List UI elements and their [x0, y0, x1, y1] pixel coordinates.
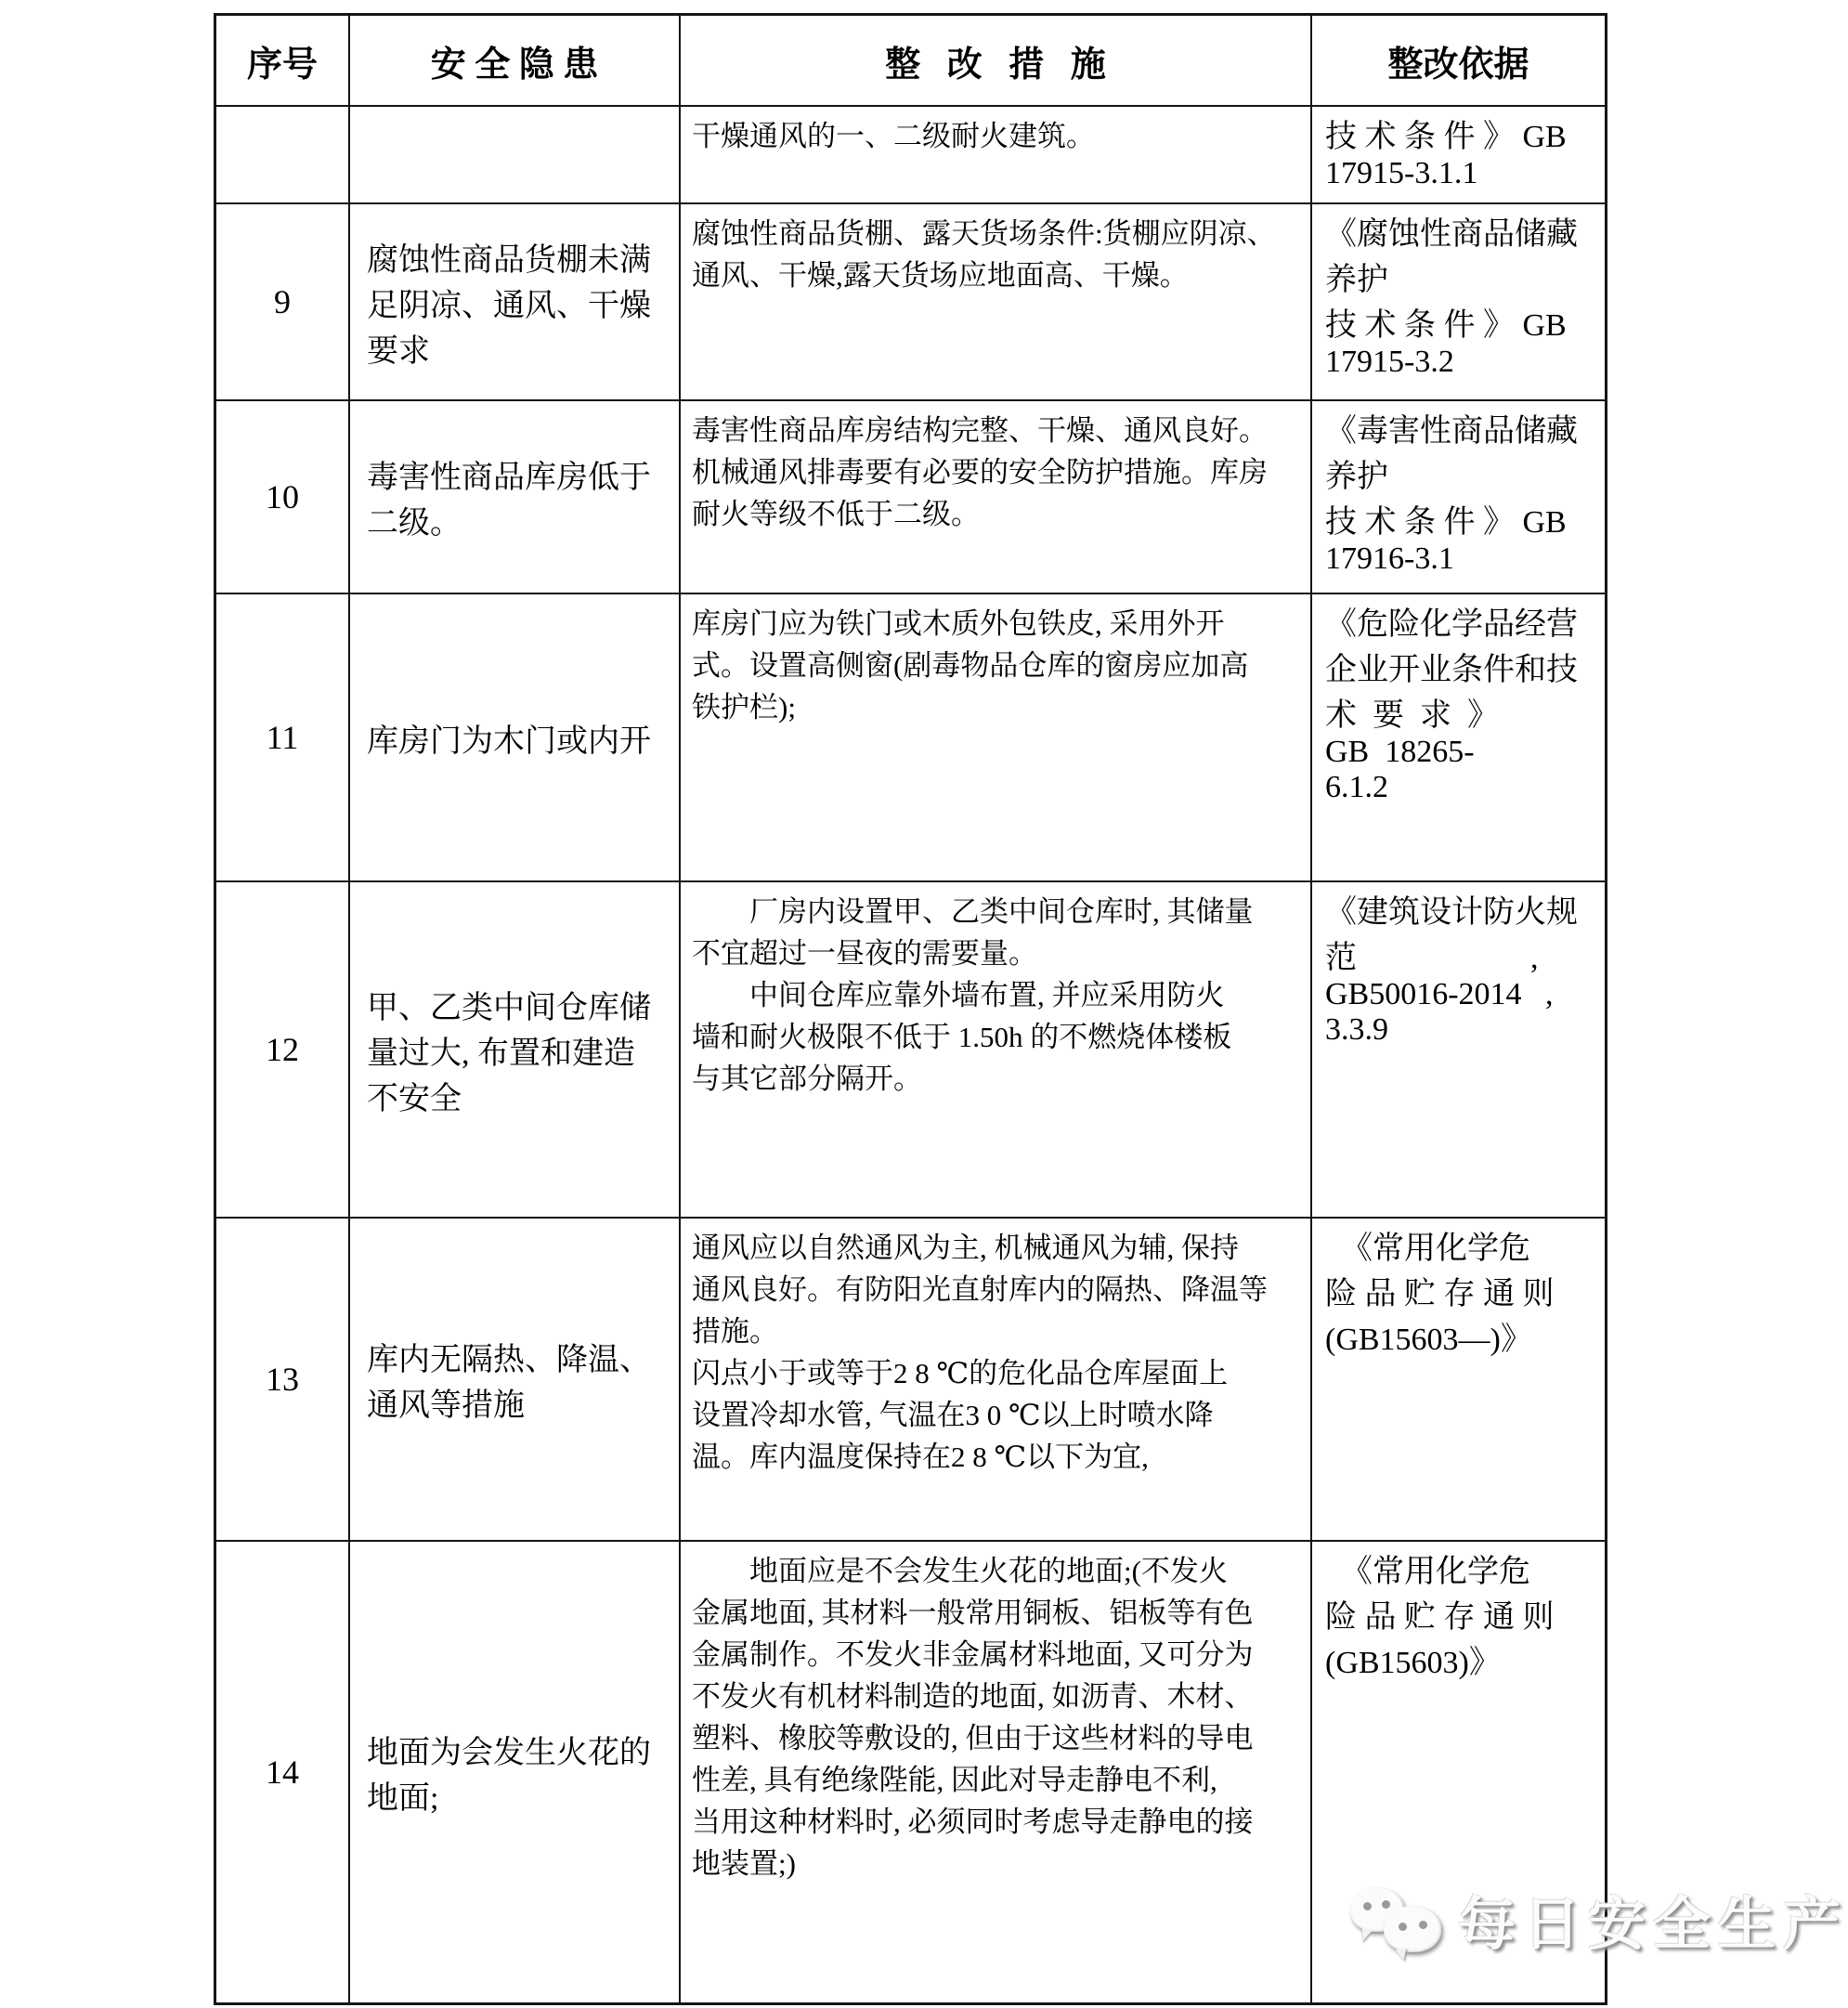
- row-8cont-measure-cell: [681, 107, 1312, 204]
- row-9-basis-cell: [1312, 204, 1605, 401]
- row-12-number: 12: [266, 1031, 299, 1068]
- wechat-bubble-tail: [1358, 1926, 1373, 1942]
- header-col-measure-label: 整 改 措 施: [885, 45, 1106, 85]
- row-13-hazard: 库内无隔热、降温、 通风等措施: [367, 1343, 651, 1423]
- header-col-basis: [1312, 16, 1605, 107]
- row-12-hazard: 甲、乙类中间仓库储 量过大, 布置和建造 不安全: [367, 990, 651, 1116]
- header-col-hazard-label: 安 全 隐 患: [430, 45, 599, 85]
- row-8cont-basis: 技 术 条 件 》 GB 17915-3.1.1: [1325, 120, 1567, 190]
- wechat-watermark: [1348, 1878, 1848, 1961]
- row-9-measure-cell: [681, 204, 1312, 401]
- row-11-number: 11: [266, 719, 299, 756]
- row-14-measure-cell: [681, 1542, 1312, 2002]
- wechat-bubble-right: [1384, 1906, 1441, 1952]
- row-14-hazard-cell: [350, 1542, 681, 2002]
- header-col-basis-label: 整改依据: [1387, 45, 1529, 85]
- row-10-number-cell: [216, 401, 350, 594]
- row-12-basis: 《建筑设计防火规 范 , GB50016-2014 , 3.3.9: [1325, 895, 1578, 1047]
- row-12-measure-cell: [681, 882, 1312, 1219]
- row-14-number-cell: [216, 1542, 350, 2002]
- row-13-number-cell: [216, 1219, 350, 1542]
- row-10-hazard: 毒害性商品库房低于 二级。: [367, 461, 651, 541]
- row-13-hazard-cell: [350, 1219, 681, 1542]
- row-11-number-cell: [216, 594, 350, 882]
- row-9-hazard-cell: [350, 204, 681, 401]
- watermark-text: 每日安全生产: [1458, 1894, 1848, 1957]
- row-10-number: 10: [266, 478, 299, 515]
- row-10-hazard-cell: [350, 401, 681, 594]
- row-13-basis: 《常用化学危 险 品 贮 存 通 则 (GB15603—)》: [1325, 1232, 1555, 1357]
- row-11-measure-cell: [681, 594, 1312, 882]
- row-8cont-hazard-cell: [350, 107, 681, 204]
- rectification-table: [214, 13, 1607, 2005]
- row-11-basis-cell: [1312, 594, 1605, 882]
- bubble-eye: [1363, 1902, 1372, 1910]
- row-9-hazard: 腐蚀性商品货棚未满 足阴凉、通风、干燥 要求: [367, 242, 651, 369]
- bubble-eye: [1399, 1923, 1407, 1931]
- bubble-eye: [1419, 1921, 1427, 1929]
- row-14-hazard: 地面为会发生火花的 地面;: [367, 1736, 651, 1816]
- row-14-number: 14: [266, 1754, 299, 1791]
- row-13-number: 13: [266, 1361, 299, 1398]
- row-10-measure: 毒害性商品库房结构完整、干燥、通风良好。 机械通风排毒要有必要的安全防护措施。库房 耐火等级不低于二级。: [692, 414, 1268, 530]
- row-13-basis-cell: [1312, 1219, 1605, 1542]
- row-9-number-cell: [216, 204, 350, 401]
- row-11-hazard: 库房门为木门或内开: [367, 724, 651, 759]
- header-col-number-label: 序号: [246, 45, 318, 85]
- bubble-eye: [1382, 1900, 1390, 1909]
- row-13-measure: 通风应以自然通风为主, 机械通风为辅, 保持 通风良好。有防阳光直射库内的隔热、降温等 措施。 闪点小于或等于2 8 ℃的危化品仓库屋面上 设置冷却水管, 气温在3 0 ℃以上时喷水降 温。库内温度保持在2 8 ℃以下为宜,: [692, 1232, 1268, 1473]
- row-11-basis: 《危险化学品经营 企业开业条件和技 术 要 求 》 GB 18265- 6.1.2: [1325, 607, 1578, 804]
- row-9-basis: 《腐蚀性商品储藏 养护 技 术 条 件 》 GB 17915-3.2: [1325, 217, 1578, 379]
- row-10-basis: 《毒害性商品储藏 养护 技 术 条 件 》 GB 17916-3.1: [1325, 414, 1578, 576]
- row-9-number: 9: [274, 283, 291, 320]
- row-10-measure-cell: [681, 401, 1312, 594]
- row-12-number-cell: [216, 882, 350, 1219]
- row-12-basis-cell: [1312, 882, 1605, 1219]
- row-12-hazard-cell: [350, 882, 681, 1219]
- row-11-hazard-cell: [350, 594, 681, 882]
- row-11-measure: 库房门应为铁门或木质外包铁皮, 采用外开 式。设置高侧窗(剧毒物品仓库的窗房应加高 铁护栏);: [692, 607, 1249, 724]
- row-14-basis: 《常用化学危 险 品 贮 存 通 则 (GB15603)》: [1325, 1555, 1555, 1680]
- row-9-measure: 腐蚀性商品货棚、露天货场条件:货棚应阴凉、 通风、干燥,露天货场应地面高、干燥。: [692, 217, 1276, 292]
- header-col-number: [216, 16, 350, 107]
- row-14-measure: 地面应是不会发生火花的地面;(不发火 金属地面, 其材料一般常用铜板、铝板等有色 金属制作。不发火非金属材料地面, 又可分为 不发火有机材料制造的地面, 如沥青、木材、 塑料、橡胶等敷设的, 但由于这些材料的导电 性差, 具有绝缘陛能, 因此对导走静电不利, 当用这种材料时, 必须同时考虑导走静电的接 地装置;): [692, 1555, 1254, 1880]
- header-col-measure: [681, 16, 1312, 107]
- row-13-measure-cell: [681, 1219, 1312, 1542]
- row-10-basis-cell: [1312, 401, 1605, 594]
- wechat-icon: [1348, 1880, 1445, 1960]
- row-12-measure: 厂房内设置甲、乙类中间仓库时, 其储量 不宜超过一昼夜的需要量。 中间仓库应靠外墙布置, 并应采用防火 墙和耐火极限不低于 1.50h 的不燃烧体楼板 与其它部分隔开。: [692, 895, 1254, 1095]
- row-8cont-number-cell: [216, 107, 350, 204]
- header-col-hazard: [350, 16, 681, 107]
- row-8cont-basis-cell: [1312, 107, 1605, 204]
- row-8cont-measure: 干燥通风的一、二级耐火建筑。: [692, 120, 1095, 152]
